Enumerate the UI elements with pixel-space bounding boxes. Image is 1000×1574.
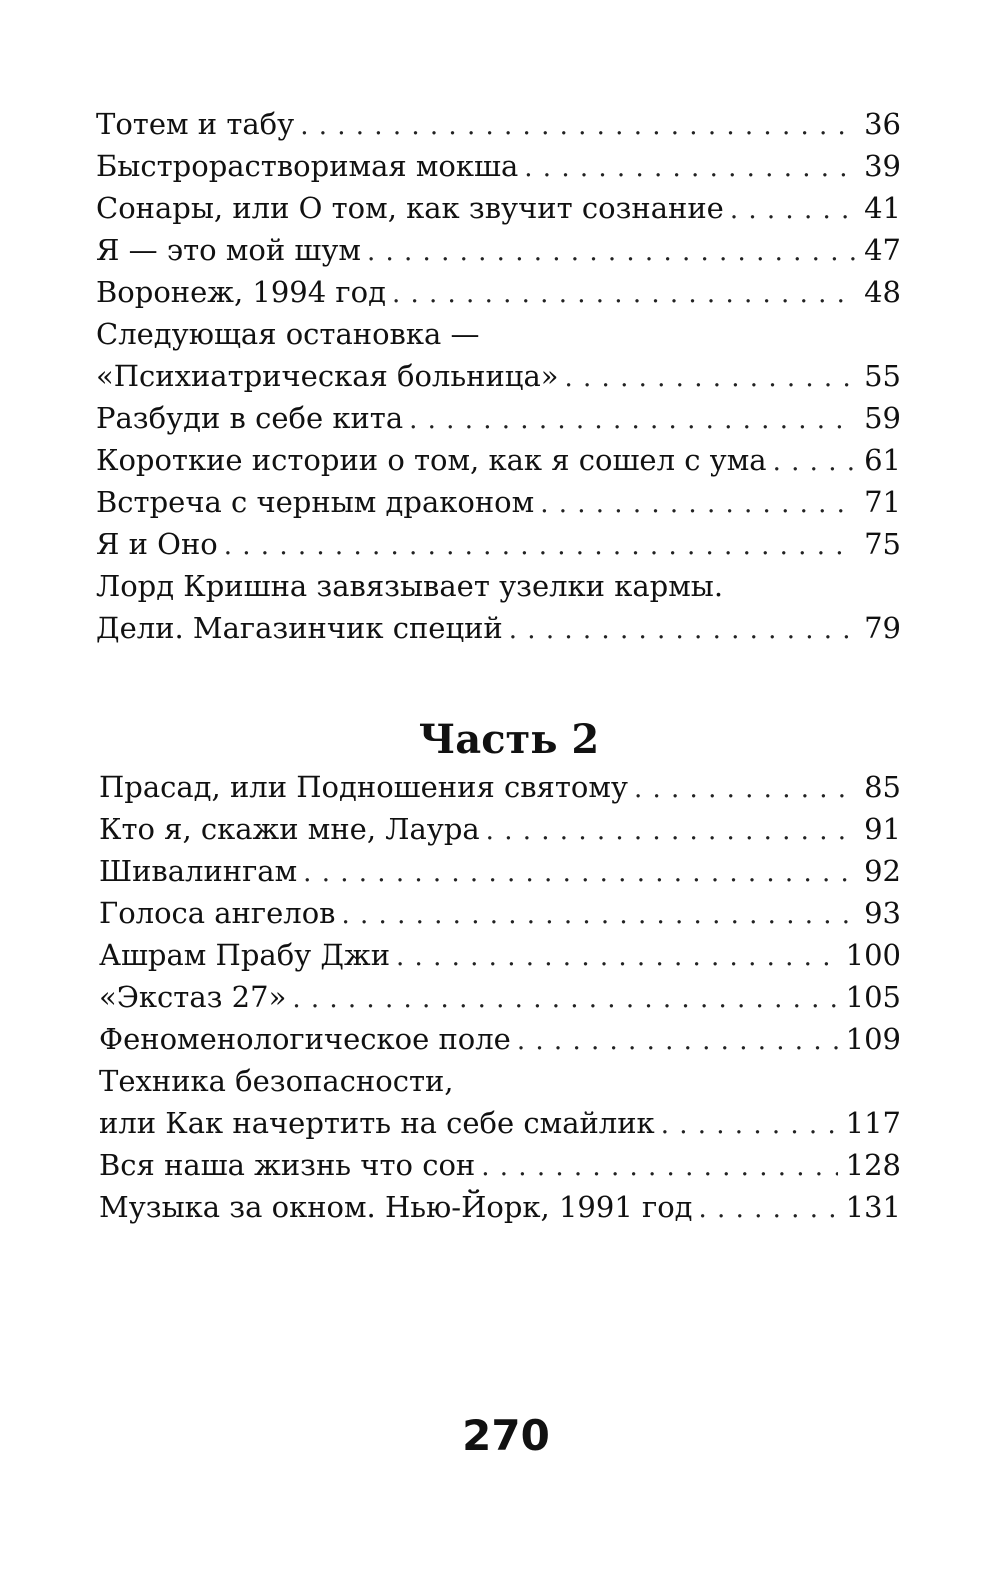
- toc-entry: [99, 1144, 901, 1186]
- toc-entry-title: Я — это мой шум: [96, 233, 361, 267]
- toc-leader-dots: [486, 810, 856, 852]
- toc-entry-page: 100: [845, 938, 901, 972]
- toc-entry-title: Прасад, или Подношения святому: [99, 770, 628, 804]
- toc-entry-page: 55: [864, 359, 901, 393]
- toc-entry-title: Вся наша жизнь что сон: [99, 1148, 476, 1182]
- toc-entry-page: 117: [845, 1106, 901, 1140]
- toc-entry-page: 131: [845, 1190, 901, 1224]
- toc-entry-page: 41: [864, 191, 901, 225]
- toc-entry-title: Я и Оно: [96, 527, 218, 561]
- toc-entry: [99, 1018, 901, 1060]
- toc-entry: [96, 523, 901, 565]
- toc-part2: [99, 766, 901, 1228]
- toc-leader-dots: [292, 978, 837, 1020]
- toc-entry-title: Ашрам Прабу Джи: [99, 938, 391, 972]
- toc-entry: [96, 103, 901, 145]
- toc-entry: [96, 481, 901, 523]
- toc-part1: [96, 103, 901, 649]
- toc-entry-page: 79: [864, 611, 901, 645]
- toc-leader-dots: [300, 105, 856, 147]
- toc-leader-dots: [699, 1188, 838, 1230]
- toc-leader-dots: [524, 147, 856, 189]
- toc-entry: [99, 766, 901, 808]
- toc-entry-page: 39: [864, 149, 901, 183]
- toc-entry-title: Шивалингам: [99, 854, 298, 888]
- toc-entry: [96, 229, 901, 271]
- toc-entry-title: Феноменологическое поле: [99, 1022, 511, 1056]
- toc-entry: [96, 355, 901, 397]
- toc-entry-page: 93: [864, 896, 901, 930]
- toc-entry-page: 47: [864, 233, 901, 267]
- toc-entry-page: 71: [864, 485, 901, 519]
- toc-entry-title: Воронеж, 1994 год: [96, 275, 386, 309]
- toc-entry: [99, 934, 901, 976]
- toc-entry: [99, 892, 901, 934]
- toc-entry-page: 85: [864, 770, 901, 804]
- toc-leader-dots: [303, 852, 856, 894]
- part-heading: Часть 2: [418, 716, 600, 763]
- toc-entry: [96, 271, 901, 313]
- toc-entry: [99, 1186, 901, 1228]
- toc-leader-dots: [481, 1146, 837, 1188]
- toc-leader-dots: [661, 1104, 838, 1146]
- toc-leader-dots: [409, 399, 856, 441]
- toc-entry: [99, 1102, 901, 1144]
- toc-entry: [96, 145, 901, 187]
- toc-leader-dots: [517, 1020, 838, 1062]
- toc-leader-dots: [224, 525, 856, 567]
- toc-entry-page: 128: [845, 1148, 901, 1182]
- toc-leader-dots: [396, 936, 838, 978]
- toc-entry: [99, 808, 901, 850]
- toc-leader-dots: [367, 231, 856, 273]
- toc-entry: [99, 976, 901, 1018]
- toc-entry-title: Тотем и табу: [96, 107, 295, 141]
- toc-entry-page: 92: [864, 854, 901, 888]
- toc-entry-title: Голоса ангелов: [99, 896, 336, 930]
- toc-leader-dots: [392, 273, 856, 315]
- toc-entry-title: Встреча с черным драконом: [96, 485, 535, 519]
- toc-entry: [96, 607, 901, 649]
- toc-entry: [96, 187, 901, 229]
- toc-entry: [96, 397, 901, 439]
- toc-leader-dots: [509, 609, 856, 651]
- toc-leader-dots: [773, 441, 856, 483]
- toc-entry-title: или Как начертить на себе смайлик: [99, 1106, 655, 1140]
- toc-entry-page: 109: [845, 1022, 901, 1056]
- toc-entry-title: Дели. Магазинчик специй: [96, 611, 503, 645]
- toc-entry-title: «Экстаз 27»: [99, 980, 287, 1014]
- toc-entry-title: «Психиатрическая больница»: [96, 359, 559, 393]
- toc-entry-title: Следующая остановка —: [96, 317, 480, 351]
- toc-entry-title: Быстрорастворимая мокша: [96, 149, 519, 183]
- toc-leader-dots: [540, 483, 856, 525]
- toc-entry: [99, 850, 901, 892]
- toc-entry-first-line: [99, 1060, 901, 1102]
- toc-entry-title: Лорд Кришна завязывает узелки кармы.: [96, 569, 724, 603]
- toc-entry-title: Музыка за окном. Нью-Йорк, 1991 год: [99, 1190, 693, 1224]
- toc-leader-dots: [341, 894, 856, 936]
- toc-entry-page: 59: [864, 401, 901, 435]
- toc-entry-page: 36: [864, 107, 901, 141]
- toc-leader-dots: [730, 189, 856, 231]
- toc-entry-title: Кто я, скажи мне, Лаура: [99, 812, 480, 846]
- page-number: 270: [462, 1411, 550, 1460]
- toc-entry-title: Короткие истории о том, как я сошел с ума: [96, 443, 767, 477]
- toc-entry-title: Сонары, или О том, как звучит сознание: [96, 191, 724, 225]
- toc-entry-title: Разбуди в себе кита: [96, 401, 404, 435]
- toc-entry-first-line: [96, 565, 901, 607]
- toc-entry-page: 105: [845, 980, 901, 1014]
- toc-entry-page: 75: [864, 527, 901, 561]
- toc-leader-dots: [565, 357, 857, 399]
- toc-entry: [96, 439, 901, 481]
- toc-entry-page: 91: [864, 812, 901, 846]
- toc-entry-page: 61: [864, 443, 901, 477]
- toc-leader-dots: [634, 768, 856, 810]
- toc-entry-page: 48: [864, 275, 901, 309]
- toc-entry-first-line: [96, 313, 901, 355]
- toc-entry-title: Техника безопасности,: [99, 1064, 454, 1098]
